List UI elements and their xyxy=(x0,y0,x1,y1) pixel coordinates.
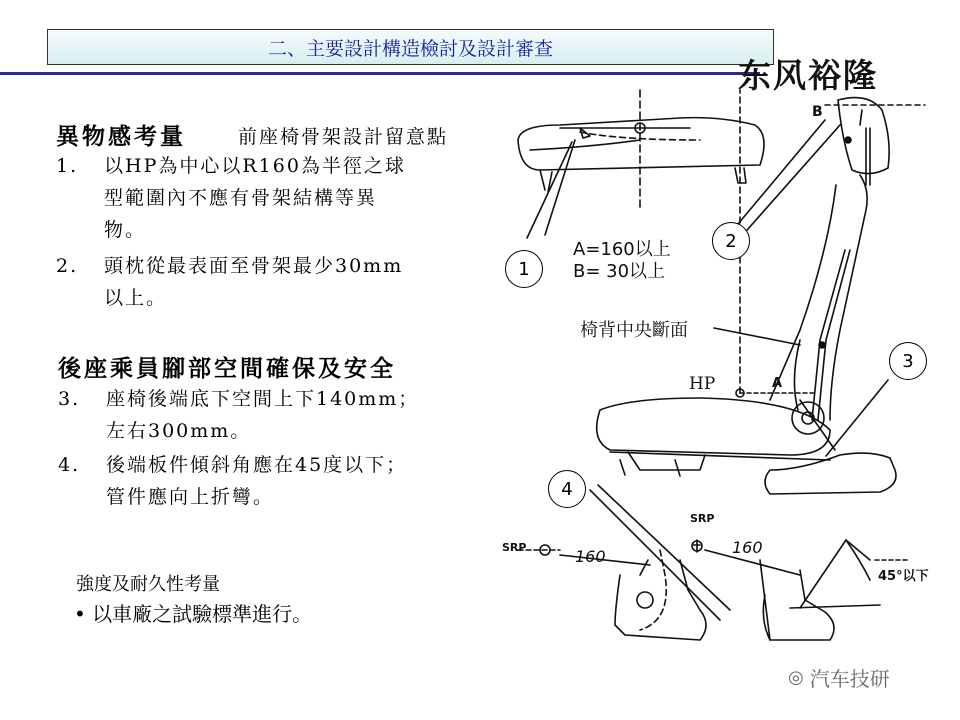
a-marker-label: A xyxy=(772,376,783,391)
source-watermark xyxy=(788,663,890,692)
seat-side-view-drawing xyxy=(597,90,925,494)
item-line: 後端板件傾斜角應在45度以下； xyxy=(106,454,408,476)
chat-bubble-icon: ◎ xyxy=(788,667,804,688)
item-line: 以HP為中心以R160為半徑之球 xyxy=(104,155,406,177)
item-number: 2. xyxy=(56,255,79,277)
dimension-b-label: B= 30以上 xyxy=(573,261,666,282)
callout-badge-2: 2 xyxy=(712,222,750,260)
dimension-160-left: 160 xyxy=(575,547,606,566)
callout-badge-1: 1 xyxy=(505,250,543,288)
item-line: 左右300mm。 xyxy=(106,420,252,442)
callout-badge-3: 3 xyxy=(889,342,927,380)
angle-limit-label: 45°以下 xyxy=(878,569,929,584)
section2-heading: 後座乘員腳部空間確保及安全 xyxy=(58,355,396,382)
b-marker-label: B xyxy=(812,104,823,120)
section1-heading: 異物感考量 xyxy=(56,123,186,150)
dimension-a-label: A=160以上 xyxy=(573,239,671,260)
item-line: 座椅後端底下空間上下140mm； xyxy=(106,388,420,410)
section-view-label: 椅背中央斷面 xyxy=(580,320,688,341)
bullet-text: 以車廠之試驗標準進行。 xyxy=(92,602,313,626)
item-number: 3. xyxy=(58,388,81,410)
hip-point-label: HP xyxy=(689,374,716,394)
dimension-160-right: 160 xyxy=(732,538,763,557)
item-line: 頭枕從最表面至骨架最少30mm xyxy=(104,255,404,277)
section1-subheading: 前座椅骨架設計留意點 xyxy=(238,126,449,148)
item-line: 管件應向上折彎。 xyxy=(106,486,275,508)
section3-heading: 強度及耐久性考量 xyxy=(76,574,220,595)
item-line: 物。 xyxy=(104,219,147,241)
item-line: 以上。 xyxy=(104,287,168,309)
srp-left-label: SRP xyxy=(502,541,527,554)
item-line: 型範圍內不應有骨架結構等異 xyxy=(104,187,378,209)
item-number: 4. xyxy=(58,454,81,476)
item-number: 1. xyxy=(56,155,79,177)
bullet-dot: • xyxy=(74,602,93,626)
cushion-detail-drawing xyxy=(518,90,764,238)
callout-badge-4: 4 xyxy=(548,470,586,508)
srp-right-label: SRP xyxy=(690,512,715,525)
brand-logo: 东风裕隆 xyxy=(738,56,878,95)
watermark-text: 汽车技研 xyxy=(809,667,890,691)
slide-title: 二、主要設計構造檢討及設計審查 xyxy=(267,37,553,60)
